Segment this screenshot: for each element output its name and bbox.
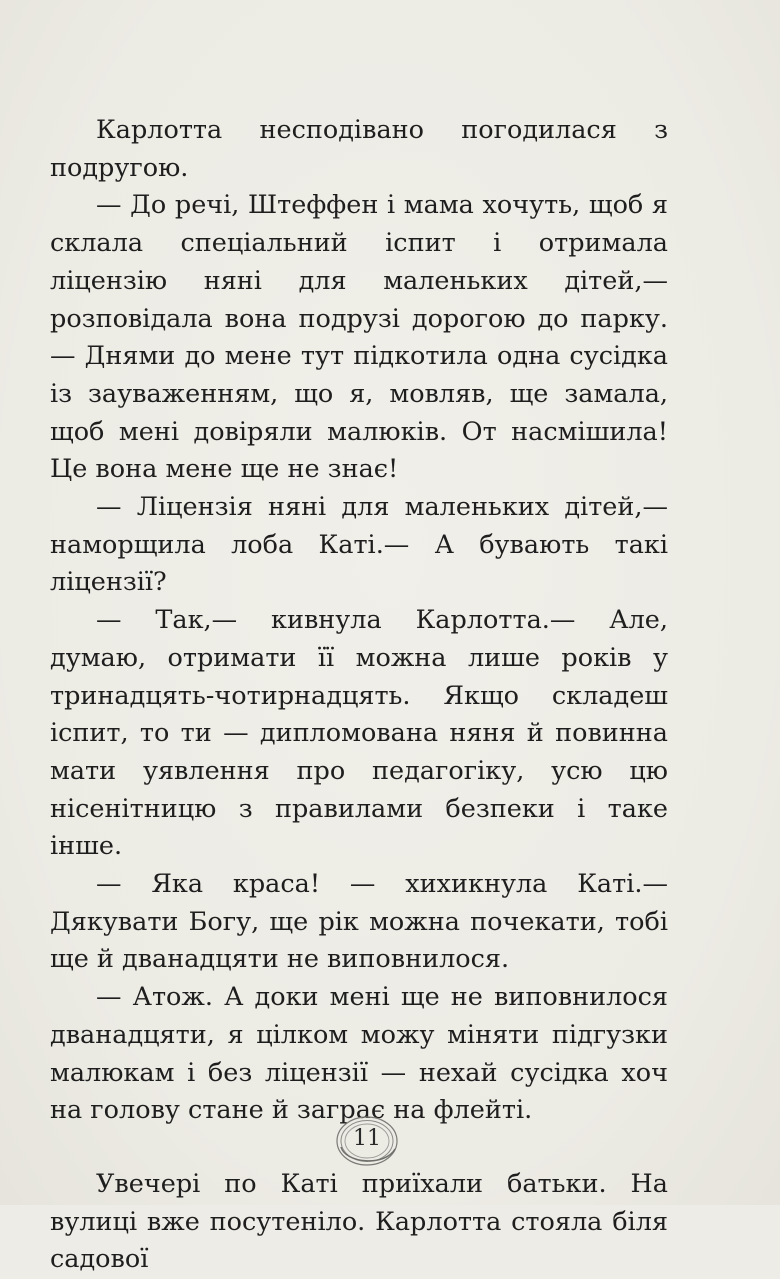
paragraph-3: — Ліцензія няні для маленьких дітей,— наморщила лоба Каті.— А бувають такі ліцензії? [50,492,668,598]
paragraph-5: — Яка краса! — хихикнула Каті.— Дякувати Богу, ще рік можна почекати, тобі ще й дванадцяти не виповнилося. [50,869,668,975]
page-number [335,1113,399,1169]
paragraph-7: Увечері по Каті приїхали батьки. На вулиці вже посутеніло. Карлотта стояла біля садової [50,1168,668,1275]
page-number-text: 11 [353,1126,381,1151]
paragraph-2: — До речі, Штеффен і мама хочуть, щоб я склала спеціальний іспит і отримала ліцензію няні для маленьких дітей,— розповідала вона подрузі дорогою до парку.— Днями до мене тут підкотила одна сусідка із зауваженням, що я, мовляв, ще замала, щоб мені довіряли малюків. От насмішила! Це вона мене ще не знає! [50,190,668,485]
paragraph-4: — Так,— кивнула Карлотта.— Але, думаю, отримати її можна лише років у тринадцять-чотирнадцять. Якщо складеш іспит, то ти — дипломована няня й повинна мати уявлення про педагогіку, усю цю нісенітницю з правилами безпеки і таке інше. [50,605,668,862]
paragraph-1: Карлотта несподівано погодилася з подругою. [50,115,668,183]
body-text [50,112,668,1279]
paragraph-6: — Атож. А доки мені ще не виповнилося дванадцяти, я цілком можу міняти підгузки малюкам і без ліцензії — нехай сусідка хоч на голову стане й заграє на флейті. [50,982,668,1126]
